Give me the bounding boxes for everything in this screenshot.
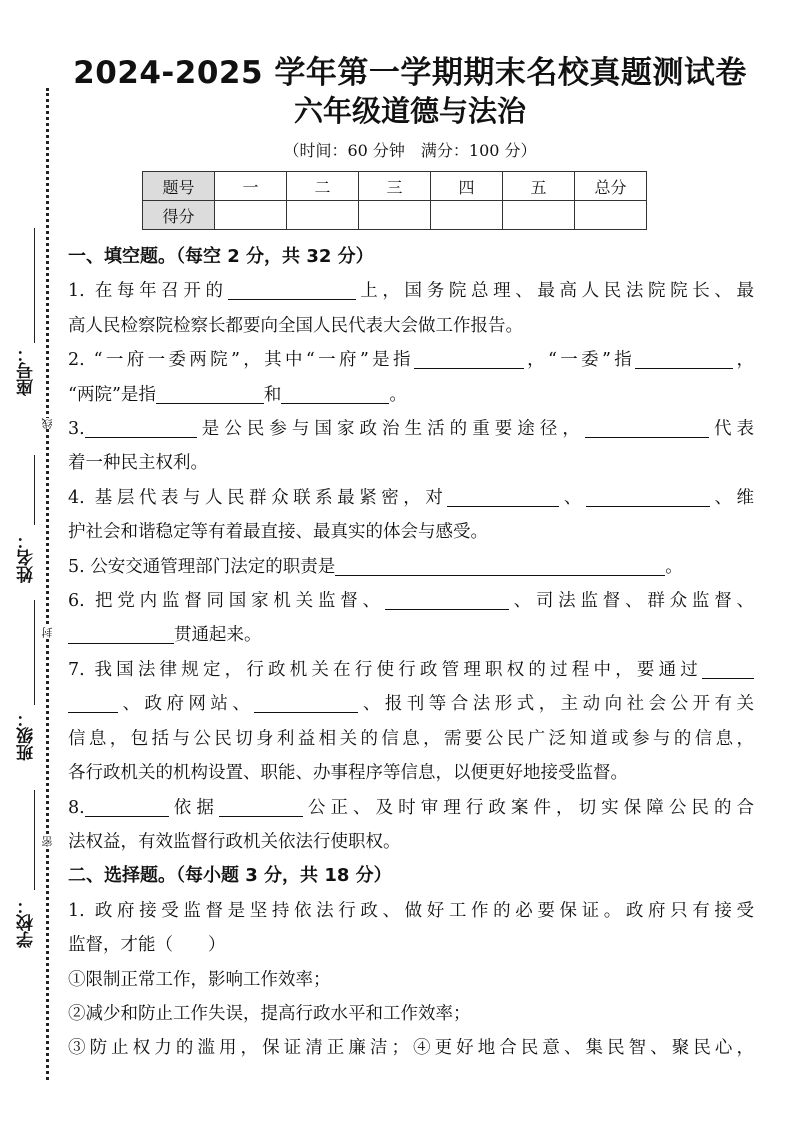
q5-line: 5. 公安交通管理部门法定的职责是 。: [68, 550, 754, 584]
score-table-cell: 二: [287, 172, 359, 201]
school-label: 学校：: [17, 897, 37, 948]
answer-blank[interactable]: [414, 346, 524, 369]
answer-blank[interactable]: [586, 484, 710, 507]
score-row-label: 得分: [143, 201, 215, 230]
answer-blank[interactable]: [68, 621, 174, 644]
q3-line: 着一种民主权利。: [68, 453, 208, 474]
answer-blank[interactable]: [85, 415, 197, 438]
score-table-cell: 总分: [575, 172, 647, 201]
q8-line: 8. 依据 公正、及时审理行政案件，切实保障公民的合: [68, 791, 754, 825]
score-table-header-row: [143, 172, 647, 201]
seal-mark-xian: 线: [41, 418, 54, 429]
binding-margin: [0, 0, 62, 1122]
score-entry-cell[interactable]: [575, 201, 647, 230]
q7-line: 各行政机关的机构设置、职能、办事程序等信息，以便更好地接受监督。: [68, 763, 628, 784]
score-table-cell: 题号: [143, 172, 215, 201]
seat-number-field[interactable]: [34, 228, 35, 343]
q7-line: 7. 我国法律规定，行政机关在行使行政管理职权的过程中，要通过: [68, 653, 754, 687]
mc-q1-option: ②减少和防止工作失误，提高行政水平和工作效率；: [68, 1003, 471, 1024]
q3-line: 3. 是公民参与国家政治生活的重要途径， 代表: [68, 412, 754, 446]
seal-mark-mi: 密: [41, 836, 54, 847]
score-entry-cell[interactable]: [431, 201, 503, 230]
answer-blank[interactable]: [85, 794, 169, 817]
q4-line: 护社会和谐稳定等有着最直接、最真实的体会与感受。: [68, 522, 488, 543]
mc-q1-stem: 监督，才能（ ）: [68, 935, 226, 956]
answer-blank[interactable]: [156, 381, 264, 404]
q6-line: 贯通起来。: [68, 618, 754, 652]
seal-mark-feng: 封: [41, 627, 54, 638]
answer-blank[interactable]: [585, 415, 709, 438]
q2-line: 2. “一府一委两院”，其中“一府”是指 ，“一委”指 ，: [68, 343, 754, 377]
score-entry-cell[interactable]: [359, 201, 431, 230]
score-table-cell: 四: [431, 172, 503, 201]
q1-line: 高人民检察院检察长都要向全国人民代表大会做工作报告。: [68, 315, 523, 336]
answer-blank[interactable]: [335, 553, 665, 576]
score-table-cell: 一: [215, 172, 287, 201]
score-entry-cell[interactable]: [287, 201, 359, 230]
answer-blank[interactable]: [219, 794, 303, 817]
exam-title: 2024-2025 学年第一学期期末名校真题测试卷: [73, 55, 747, 91]
answer-blank[interactable]: [635, 346, 733, 369]
answer-blank[interactable]: [447, 484, 559, 507]
seat-number-label: 座号：: [17, 345, 37, 396]
q1-line: 1. 在每年召开的 上，国务院总理、最高人民法院院长、最: [68, 274, 754, 308]
score-table: [142, 171, 647, 230]
section-1-heading: 一、填空题。（每空 2 分，共 32 分）: [68, 246, 374, 267]
school-field[interactable]: [34, 790, 35, 890]
score-entry-cell[interactable]: [215, 201, 287, 230]
answer-blank[interactable]: [281, 381, 389, 404]
class-label: 班级：: [17, 710, 37, 761]
mc-q1-option: ①限制正常工作，影响工作效率；: [68, 969, 331, 990]
score-table-cell: 三: [359, 172, 431, 201]
mc-q1-stem: 1. 政府接受监督是坚持依法行政、做好工作的必要保证。政府只有接受: [68, 900, 754, 921]
answer-blank[interactable]: [702, 656, 754, 679]
answer-blank[interactable]: [254, 690, 358, 713]
score-table-cell: 五: [503, 172, 575, 201]
time-score-info: （时间：60 分钟 满分：100 分）: [283, 141, 537, 160]
mc-q1-option: ③防止权力的滥用，保证清正廉洁；④更好地合民意、集民智、聚民心，: [68, 1038, 754, 1059]
q7-line: 、政府网站、 、报刊等合法形式，主动向社会公开有关: [68, 687, 754, 721]
section-2-heading: 二、选择题。（每小题 3 分，共 18 分）: [68, 865, 392, 887]
dotted-cut-line: [46, 88, 49, 1080]
student-name-label: 姓名：: [17, 532, 37, 583]
score-entry-cell[interactable]: [503, 201, 575, 230]
exam-subtitle: 六年级道德与法治: [293, 94, 526, 128]
student-name-field[interactable]: [34, 455, 35, 525]
answer-blank[interactable]: [228, 277, 356, 300]
score-table-score-row: [143, 201, 647, 230]
q2-line: “两院”是指 和 。: [68, 378, 754, 412]
q6-line: 6. 把党内监督同国家机关监督、 、司法监督、群众监督、: [68, 584, 754, 618]
class-field[interactable]: [34, 600, 35, 705]
q4-line: 4. 基层代表与人民群众联系最紧密，对 、 、维: [68, 481, 754, 515]
q8-line: 法权益，有效监督行政机关依法行使职权。: [68, 831, 401, 852]
answer-blank[interactable]: [385, 587, 509, 610]
q7-line: 信息，包括与公民切身利益相关的信息，需要公民广泛知道或参与的信息，: [68, 728, 754, 749]
answer-blank[interactable]: [68, 690, 118, 713]
exam-content: [68, 240, 754, 1066]
